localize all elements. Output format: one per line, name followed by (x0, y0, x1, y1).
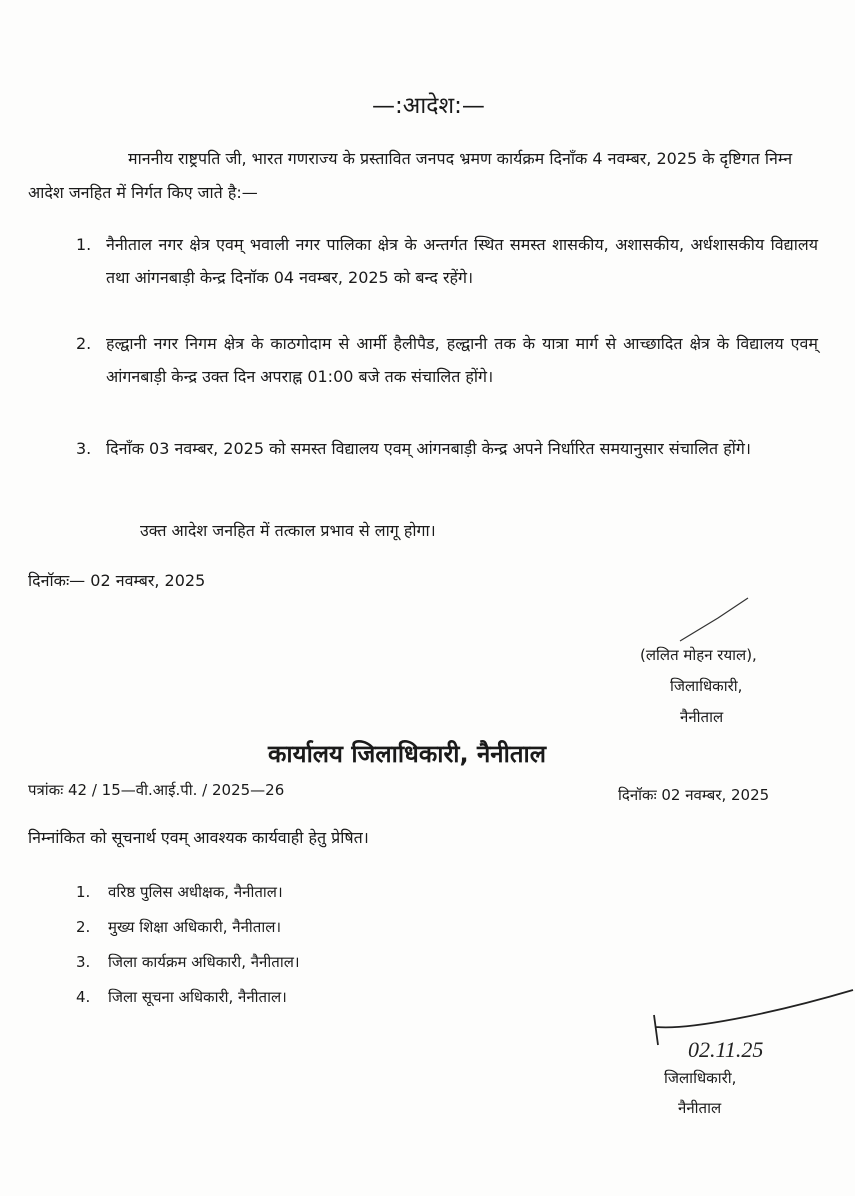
order-item-text: नैनीताल नगर क्षेत्र एवम् भवाली नगर पालिका क्षेत्र के अन्तर्गत स्थित समस्त शासकीय, अशासकीय, अर्धशासकीय विद्यालय तथा आंगनबाड़ी केन्द्र दिनॉक 04 नवम्बर, 2025 को बन्द रहेंगे। (106, 235, 818, 287)
order-item-2 (0, 327, 820, 427)
order-item-text: हल्द्वानी नगर निगम क्षेत्र के काठगोदाम से आर्मी हैलीपैड, हल्द्वानी तक के यात्रा मार्ग से आच्छादित क्षेत्र के विद्यालय एवम् आंगनबाड़ी केन्द्र उक्त दिन अपराह्न 01:00 बजे तक संचालित होंगे। (106, 334, 818, 386)
signatory-place: नैनीताल (678, 1099, 722, 1117)
list-item (76, 980, 300, 1015)
signatory-place: नैनीताल (680, 708, 724, 726)
order-date: दिनॉकः— 02 नवम्बर, 2025 (28, 571, 206, 590)
recipient-number: 4. (76, 988, 91, 1006)
order-item-number: 1. (76, 235, 92, 254)
order-item-1 (0, 228, 820, 328)
recipient-number: 2. (76, 918, 91, 936)
list-item (76, 875, 300, 910)
signature-date: 02.11.25 (688, 1037, 764, 1062)
order-item-text: दिनाँक 03 नवम्बर, 2025 को समस्त विद्यालय एवम् आंगनबाड़ी केन्द्र अपने निर्धारित समयानुसार संचालित होंगे। (106, 439, 751, 458)
order-item-3 (0, 432, 820, 502)
handwritten-signature (648, 985, 855, 1065)
endorsement-date: दिनॉकः 02 नवम्बर, 2025 (618, 786, 770, 804)
forward-text: निम्नांकित को सूचनार्थ एवम् आवश्यक कार्यवाही हेतु प्रेषित। (28, 828, 369, 847)
reference-number: पत्रांकः 42 / 15—वी.आई.पी. / 2025—26 (28, 781, 285, 799)
office-heading: कार्यालय जिलाधिकारी, नैनीताल (268, 740, 546, 768)
signatory-designation: जिलाधिकारी, (670, 677, 743, 695)
recipient-text: जिला कार्यक्रम अधिकारी, नैनीताल। (108, 953, 300, 971)
order-closing: उक्त आदेश जनहित में तत्काल प्रभाव से लागू होगा। (140, 521, 436, 540)
recipient-text: मुख्य शिक्षा अधिकारी, नैनीताल। (108, 918, 282, 936)
order-item-number: 2. (76, 334, 92, 353)
recipient-number: 1. (76, 883, 91, 901)
signatory-name: (ललित मोहन रयाल), (640, 646, 757, 664)
signatory-designation: जिलाधिकारी, (664, 1069, 737, 1087)
order-intro-text: माननीय राष्ट्रपति जी, भारत गणराज्य के प्रस्तावित जनपद भ्रमण कार्यक्रम दिनाँक 4 नवम्बर, 2025 के दृष्टिगत निम्न आदेश जनहित में निर्गत किए जाते है:— (28, 149, 793, 202)
endorsement-signatory-block (664, 1063, 736, 1123)
list-item (76, 945, 300, 980)
recipient-number: 3. (76, 953, 91, 971)
order-item-number: 3. (76, 439, 92, 458)
order-signatory-block (640, 640, 757, 733)
list-item (76, 910, 300, 945)
signature-mark (640, 596, 750, 646)
recipient-list (76, 875, 300, 1015)
order-intro (28, 142, 828, 210)
order-title: —:आदेश:— (372, 93, 485, 119)
recipient-text: वरिष्ठ पुलिस अधीक्षक, नैनीताल। (108, 883, 283, 901)
recipient-text: जिला सूचना अधिकारी, नैनीताल। (108, 988, 287, 1006)
